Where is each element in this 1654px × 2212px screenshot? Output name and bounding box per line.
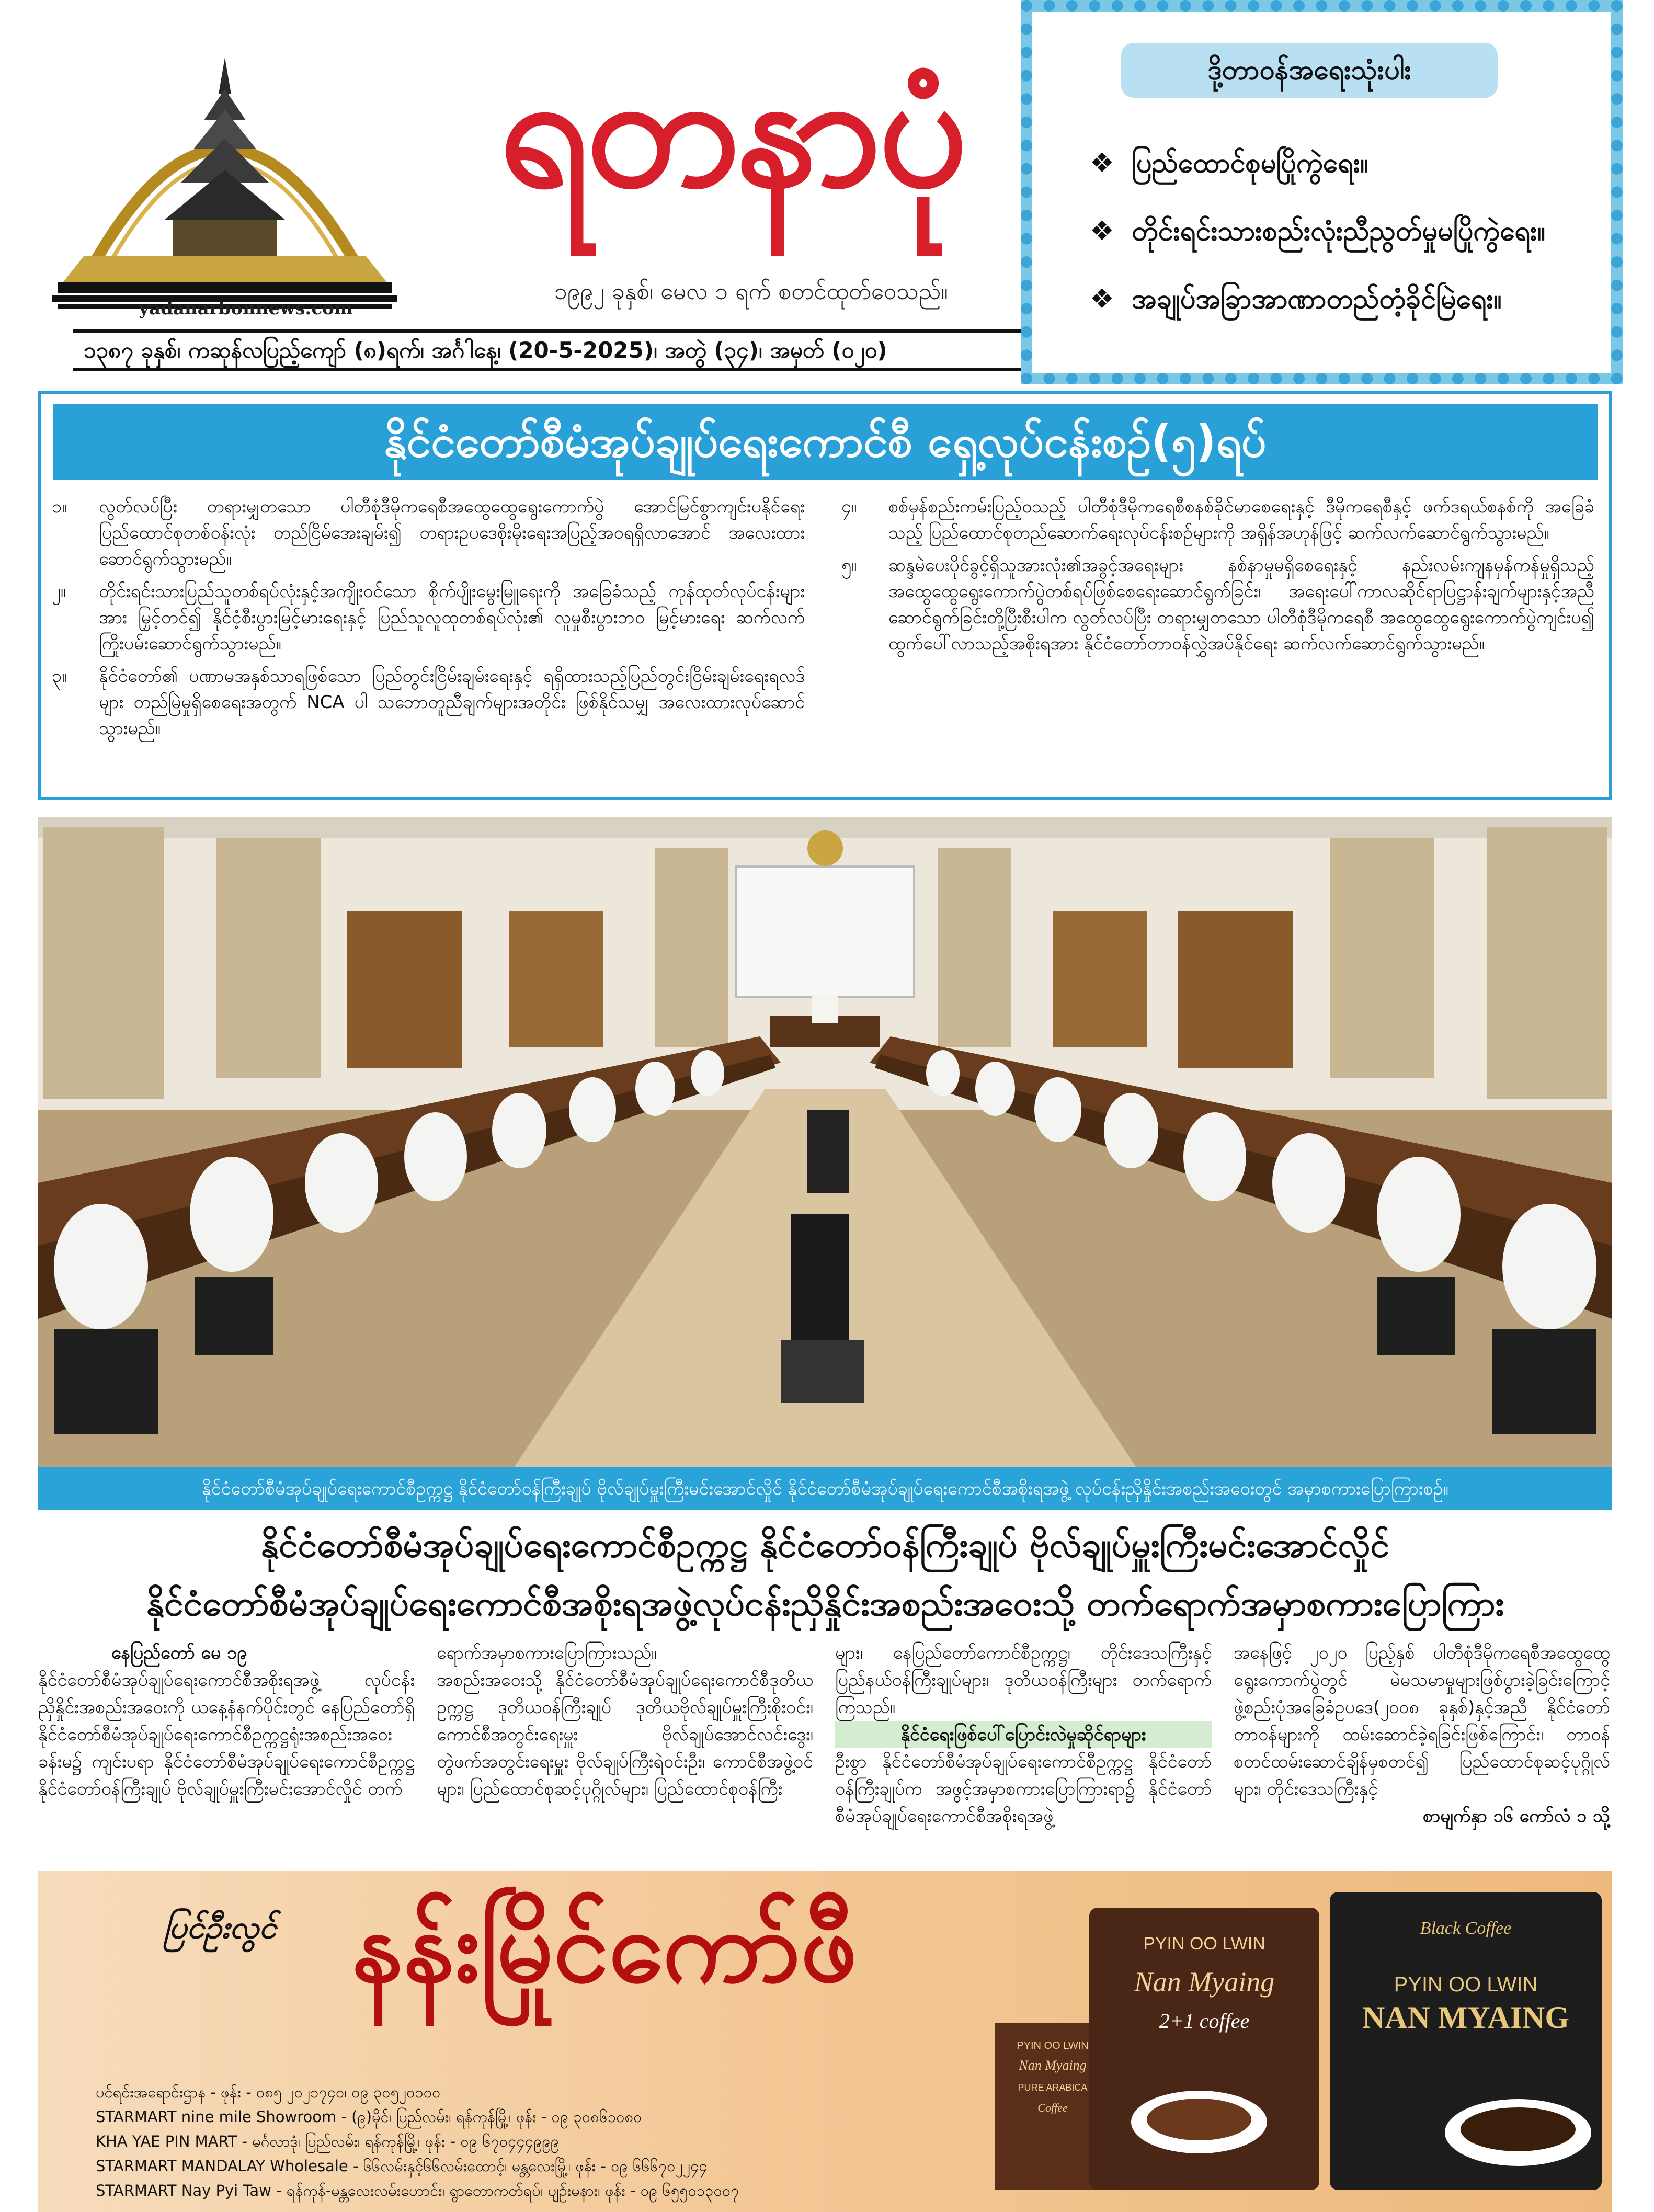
meeting-photo: [38, 817, 1612, 1467]
policy-item: ၁။ လွတ်လပ်ပြီး တရားမျှတသော ပါတီစုံဒီမိုကရေစီအထွေထွေရွေးကောက်ပွဲ အောင်မြင်စွာကျင်းပနိုင်ရေး ပြည်ထောင်စုတစ်ဝန်းလုံး တည်ငြိမ်အေးချမ်း၍ တရားဥပဒေစိုးမိုးရေးအပြည့်အဝရရှိလာအောင် အလေးထားဆောင်ရွက်သွားမည်။: [52, 496, 805, 569]
headline-line-2: နိုင်ငံတော်စီမံအုပ်ချုပ်ရေးကောင်စီအစိုးရအဖွဲ့လုပ်ငန်းညှိနှိုင်းအစည်းအဝေးသို့ တက်ရောက်အမှာစကားပြောကြား: [146, 1583, 1504, 1624]
pack-label: Coffee: [1037, 2101, 1068, 2114]
pack-label: Nan Myaing: [1019, 2058, 1087, 2073]
article-column-4: [1234, 1639, 1610, 1830]
pack-label: Nan Myaing: [1134, 1966, 1275, 1998]
article-paragraph: ရောက်အမှာစကားပြောကြားသည်။: [437, 1643, 657, 1663]
ad-contact: STARMART MANDALAY Wholesale - ၆၆လမ်းနှင့်၆၆လမ်းထောင့်၊ မန္တလေးမြို့၊ ဖုန်း - ၀၉ ၆၆၆၇၀၂၂၄၄: [96, 2157, 708, 2175]
main-article: [38, 1639, 1612, 1856]
article-paragraph: နိုင်ငံတော်စီမံအုပ်ချုပ်ရေးကောင်စီအစိုးရအဖွဲ့ လုပ်ငန်းညှိနှိုင်းအစည်းအဝေးကို ယနေ့နံနက်ပိုင်းတွင် နေပြည်တော်ရှိ နိုင်ငံတော်စီမံအုပ်ချုပ်ရေးကောင်စီဥက္ကဋ္ဌရုံးအစည်းအဝေးခန်းမ၌ ကျင်းပရာ နိုင်ငံတော်စီမံအုပ်ချုပ်ရေးကောင်စီဥက္ကဋ္ဌ နိုင်ငံတော်ဝန်ကြီးချုပ် ဗိုလ်ချုပ်မှူးကြီးမင်းအောင်လှိုင် တက်: [38, 1670, 415, 1799]
diamond-bullet-icon: ❖: [1090, 215, 1114, 247]
ad-brand: ပြင်ဦးလွင်: [164, 1909, 277, 1946]
policy-title: နိုင်ငံတော်စီမံအုပ်ချုပ်ရေးကောင်စီ ရှေ့လုပ်ငန်းစဉ်(၅)ရပ်: [53, 404, 1598, 480]
article-paragraph: များ၊ နေပြည်တော်ကောင်စီဥက္ကဋ္ဌ၊ တိုင်းဒေသကြီးနှင့် ပြည်နယ်ဝန်ကြီးချုပ်များ၊ ဒုတိယဝန်ကြီးများ တက်ရောက်ကြသည်။: [835, 1643, 1212, 1718]
policy-item: ၃။ နိုင်ငံတော်၏ ပဏာမအနှစ်သာရဖြစ်သော ပြည်တွင်းငြိမ်းချမ်းရေးနှင့် ရရှိထားသည့်ပြည်တွင်းငြိမ်းချမ်းရေးရလဒ်များ တည်မြဲမှုရှိစေရေးအတွက် NCA ပါ သဘောတူညီချက်များအတိုင်း ဖြစ်နိုင်သမျှ အလေးထားလုပ်ဆောင်သွားမည်။: [52, 666, 805, 739]
ad-contact-list: [96, 2080, 1063, 2203]
article-paragraph: ဦးစွာ နိုင်ငံတော်စီမံအုပ်ချုပ်ရေးကောင်စီဥက္ကဋ္ဌ နိုင်ငံတော်ဝန်ကြီးချုပ်က အဖွင့်အမှာစကားပြောကြားရာ၌ နိုင်ငံတော်စီမံအုပ်ချုပ်ရေးကောင်စီအစိုးရအဖွဲ့: [835, 1751, 1212, 1827]
headline-line-1: နိုင်ငံတော်စီမံအုပ်ချုပ်ရေးကောင်စီဥက္ကဋ္ဌ နိုင်ငံတော်ဝန်ကြီးချုပ် ဗိုလ်ချုပ်မှူးကြီးမင်းအောင်လှိုင်: [260, 1525, 1390, 1565]
ad-contact: ပင်ရင်းအရောင်းဌာန - ဖုန်း - ၀၈၅ ၂၀၂၁၇၄၀၊ ၀၉ ၃၀၅၂၀၁၀၀: [96, 2083, 441, 2101]
slogan-title: ဒို့တာဝန်အရေးသုံးပါး: [1121, 43, 1498, 98]
policy-column-left: [52, 494, 805, 748]
site-url: yadanarbonnews.com: [139, 298, 353, 319]
slogan-box: [1021, 0, 1623, 384]
diamond-bullet-icon: ❖: [1090, 147, 1114, 179]
palace-emblem-icon: [52, 37, 397, 340]
diamond-bullet-icon: ❖: [1090, 283, 1114, 315]
article-paragraph: အနေဖြင့် ၂၀၂၀ ပြည့်နှစ် ပါတီစုံဒီမိုကရေစီအထွေထွေ ရွေးကောက်ပွဲတွင် မဲမသမာမှုများဖြစ်ပွားခဲ့ခြင်းကြောင့် ဖွဲ့စည်းပုံအခြေခံဥပဒေ(၂၀၀၈ ခုနှစ်)နှင့်အညီ နိုင်ငံတော်တာဝန်များကို ထမ်းဆောင်ခဲ့ရခြင်းဖြစ်ကြောင်း၊ တာဝန်စတင်ထမ်းဆောင်ချိန်မှစတင်၍ ပြည်ထောင်စုဆင့်ပုဂ္ဂိုလ်များ၊ တိုင်းဒေသကြီးနှင့်: [1234, 1643, 1610, 1799]
coffee-packs-image: [990, 1876, 1607, 2211]
founded-note: ၁၉၉၂ ခုနှစ်၊ မေလ ၁ ရက် စတင်ထုတ်ဝေသည်။: [554, 278, 948, 305]
meeting-hall-illustration: [38, 817, 1612, 1467]
policy-column-right: [841, 494, 1594, 663]
masthead: [31, 16, 1025, 382]
dateline: နေပြည်တော် မေ ၁၉: [111, 1643, 247, 1663]
pack-label: PYIN OO LWIN: [1017, 2040, 1089, 2051]
slogan-item: ❖ အချုပ်အခြာအာဏာတည်တံ့ခိုင်မြဲရေး။: [1090, 278, 1602, 320]
photo-caption: နိုင်ငံတော်စီမံအုပ်ချုပ်ရေးကောင်စီဥက္ကဋ္ဌ နိုင်ငံတော်ဝန်ကြီးချုပ် ဗိုလ်ချုပ်မှူးကြီးမင်းအောင်လှိုင် နိုင်ငံတော်စီမံအုပ်ချုပ်ရေးကောင်စီအစိုးရအဖွဲ့ လုပ်ငန်းညှိနှိုင်းအစည်းအဝေးတွင် အမှာစကားပြောကြားစဉ်။: [38, 1467, 1612, 1510]
ad-contact: STARMART nine mile Showroom - (၉)မိုင်၊ ပြည်လမ်း၊ ရန်ကုန်မြို့၊ ဖုန်း - ၀၉ ၃၀၈၆၁၀၈၀: [96, 2108, 642, 2126]
policy-item: ၄။ စစ်မှန်စည်းကမ်းပြည့်ဝသည့် ပါတီစုံဒီမိုကရေစီစနစ်ခိုင်မာစေရေးနှင့် ဒီမိုကရေစီနှင့် ဖက်ဒရယ်စနစ်ကို အခြေခံသည့် ပြည်ထောင်စုတည်ဆောက်ရေးလုပ်ငန်းစဉ်များကို အရှိန်အဟုန်ဖြင့် ဆက်လက်ဆောင်ရွက်သွားမည်။: [841, 496, 1594, 543]
policy-item: ၂။ တိုင်းရင်းသားပြည်သူတစ်ရပ်လုံးနှင့်အကျိုးဝင်သော စိုက်ပျိုးမွေးမြူရေးကို အခြေခံသည့် ကုန်ထုတ်လုပ်ငန်းများအား မြှင့်တင်၍ နိုင်ငံ့စီးပွားမြင့်မားရေးနှင့် ပြည်သူလူထုတစ်ရပ်လုံး၏ လူမှုစီးပွားဘဝ မြင့်မားရေး ဆက်လက်ကြိုးပမ်းဆောင်ရွက်သွားမည်။: [52, 581, 805, 654]
policy-item: ၅။ ဆန္ဒမဲပေးပိုင်ခွင့်ရှိသူအားလုံး၏အခွင့်အရေးများ နစ်နာမှုမရှိစေရေးနှင့် နည်းလမ်းကျနမှန်ကန်မှုရှိသည့် အထွေထွေရွေးကောက်ပွဲတစ်ရပ်ဖြစ်စေရေးဆောင်ရွက်ခြင်း၊ အရေးပေါ်ကာလဆိုင်ရာပြဋ္ဌာန်းချက်များနှင့်အညီ ဆောင်ရွက်ခြင်းတို့ပြီးစီးပါက လွတ်လပ်ပြီး တရားမျှတသော ပါတီစုံဒီမိုကရေစီ အထွေထွေရွေးကောက်ပွဲကျင်းပ၍ ထွက်ပေါ်လာသည့်အစိုးရအား နိုင်ငံတော်တာဝန်လွှဲအပ်နိုင်ရေး ဆက်လက်ဆောင်ရွက်သွားမည်။: [841, 555, 1594, 654]
slogan-item: ❖ ပြည်ထောင်စုမပြိုကွဲရေး။: [1090, 142, 1602, 184]
pack-label: NAN MYAING: [1362, 2000, 1570, 2035]
article-column-3: [835, 1639, 1212, 1830]
newspaper-title: ရတနာပုံ: [499, 39, 965, 222]
policy-box: [38, 391, 1612, 800]
ad-product-name: နန်းမြိုင်ကော်ဖီ: [352, 1889, 858, 2004]
pack-label: PYIN OO LWIN: [1394, 1973, 1538, 1996]
article-column-1: [38, 1639, 415, 1803]
slogan-item: ❖ တိုင်းရင်းသားစည်းလုံးညီညွတ်မှုမပြိုကွဲရေး။: [1090, 210, 1602, 252]
ad-contact: STARMART Nay Pyi Taw - ရန်ကုန်-မန္တလေးလမ်းဟောင်း၊ ရွာတောကတ်ရပ်၊ ပျဉ်းမနား၊ ဖုန်း - ၀၉ ၆၅၅၀၁၃၀၀၇: [96, 2182, 739, 2199]
palace-logo: [52, 37, 397, 340]
pack-label: PYIN OO LWIN: [1143, 1934, 1265, 1954]
article-paragraph: အစည်းအဝေးသို့ နိုင်ငံတော်စီမံအုပ်ချုပ်ရေးကောင်စီဒုတိယဥက္ကဋ္ဌ ဒုတိယဝန်ကြီးချုပ် ဒုတိယဗိုလ်ချုပ်မှူးကြီးစိုးဝင်း၊ ကောင်စီအတွင်းရေးမှူး ဗိုလ်ချုပ်အောင်လင်းဒွေး၊ တွဲဖက်အတွင်းရေးမှူး ဗိုလ်ချုပ်ကြီးရဲဝင်းဦး၊ ကောင်စီအဖွဲ့ဝင်များ၊ ပြည်ထောင်စုဆင့်ပုဂ္ဂိုလ်များ၊ ပြည်ထောင်စုဝန်ကြီး: [437, 1670, 813, 1799]
coffee-advertisement: [38, 1871, 1612, 2212]
ad-contact: KHA YAE PIN MART - မင်္ဂလာဒုံ၊ ပြည်လမ်း၊ ရန်ကုန်မြို့၊ ဖုန်း - ၀၉ ၆၇၀၄၄၄၉၉၉: [96, 2133, 560, 2150]
article-column-2: [437, 1639, 813, 1803]
pack-label: 2+1 coffee: [1159, 2009, 1250, 2033]
pack-label: Black Coffee: [1420, 1919, 1512, 1938]
continued-on-link[interactable]: စာမျက်နှာ ၁၆ ကော်လံ ၁ သို့: [1423, 1806, 1610, 1827]
pack-label: PURE ARABICA: [1018, 2082, 1088, 2093]
issue-line: ၁၃၈၇ ခုနှစ်၊ ကဆုန်လပြည့်ကျော် (၈)ရက်၊ အင်္ဂါနေ့၊ (20-5-2025)၊ အတွဲ (၃၄)၊ အမှတ် (၀၂၀): [73, 329, 1046, 371]
article-subheading: နိုင်ငံရေးဖြစ်ပေါ်ပြောင်းလဲမှုဆိုင်ရာများ: [835, 1721, 1212, 1748]
